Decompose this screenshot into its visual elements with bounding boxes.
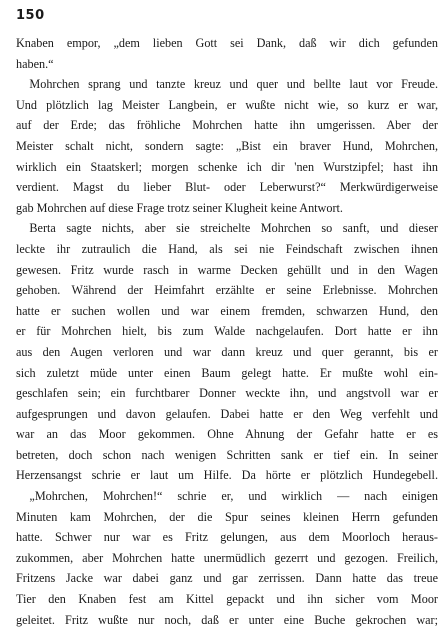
text-line: wirklich ein Staatskerl; morgen schenke ich dir 'nen Wurstzipfel; hast ihn (16, 159, 438, 174)
text-line: hatte er suchen wollen und war einem fremden, schwarzen Hund, den (16, 303, 438, 318)
text-line: gehoben. Während der Heimfahrt erzählte er seine Erlebnisse. Mohrchen (16, 283, 438, 298)
text-line: gab Mohrchen auf diese Frage trotz seiner Klugheit keine Antwort. (16, 200, 343, 215)
text-line: gewesen. Fritz wurde rasch in warme Decken gehüllt und in den Wagen (16, 262, 438, 277)
text-line: Minuten kam Mohrchen, der die Spur seines kleinen Herrn gefunden (16, 509, 438, 524)
text-line: hatte. Schwer nur war es Fritz gelungen, aus dem Moorloch heraus- (16, 530, 438, 545)
text-line: war an das Moor gekommen. Ohne Ahnung der Gefahr hatte er es (16, 427, 438, 442)
text-line: Tier den Knaben fest am Kittel gepackt und ihn sicher vom Moor (16, 592, 438, 607)
text-line: Meister schalt nicht, sondern sagte: „Bist ein braver Hund, Mohrchen, (16, 138, 438, 153)
text-line: sich zuletzt müde unter einen Baum gelegt hatte. Er mußte wohl ein- (16, 365, 438, 380)
text-line: geleitet. Fritz wußte nur noch, daß er unter eine Buche gekrochen war; (16, 612, 438, 627)
text-line: Berta sagte nichts, aber sie streichelte Mohrchen so sanft, und dieser (29, 221, 438, 236)
text-line: geschlafen sein; ein furchtbarer Donner weckte ihn, und angstvoll war er (16, 386, 438, 401)
text-line: auf der Erde; das fröhliche Mohrchen hatte ihn umgerissen. Aber der (16, 118, 438, 133)
text-line: Herzensangst schrie er laut um Hilfe. Da hörte er plötzlich Hundegebell. (16, 468, 438, 483)
text-line: Mohrchen sprang und tanzte kreuz und quer und bellte laut vor Freude. (29, 77, 438, 92)
text-line: leckte ihr zutraulich die Hand, als sei nie Feindschaft zwischen ihnen (16, 241, 438, 256)
text-line: verdient. Magst du lieber Blut- oder Leberwurst?“ Merkwürdigerweise (16, 180, 438, 195)
body-text (16, 33, 438, 630)
text-line: aufgesprungen und davon gelaufen. Dabei hatte er den Weg verfehlt und (16, 406, 438, 421)
text-line: Und plötzlich lag Meister Langbein, er wußte nicht wie, so kurz er war, (16, 97, 438, 112)
text-line: zukommen, aber Mohrchen hatte unermüdlich gezerrt und gezogen. Freilich, (16, 550, 438, 565)
text-line: Fritzens Jacke war dabei ganz und gar zerrissen. Dann hatte das treue (16, 571, 438, 586)
text-line: er für Mohrchen hielt, bis zum Walde nachgelaufen. Dort hatte er ihn (16, 324, 438, 339)
page-number: 150 (16, 8, 45, 23)
text-line: Knaben empor, „dem lieben Gott sei Dank, daß wir dich gefunden (16, 36, 438, 50)
text-line: betreten, doch schon nach wenigen Schritten sank er tief ein. In seiner (16, 447, 438, 462)
text-line: „Mohrchen, Mohrchen!“ schrie er, und wirklich — nach einigen (29, 489, 438, 504)
text-line: haben.“ (16, 56, 54, 71)
text-line: aus den Augen verloren und war dann kreuz und quer gerannt, bis er (16, 344, 438, 359)
